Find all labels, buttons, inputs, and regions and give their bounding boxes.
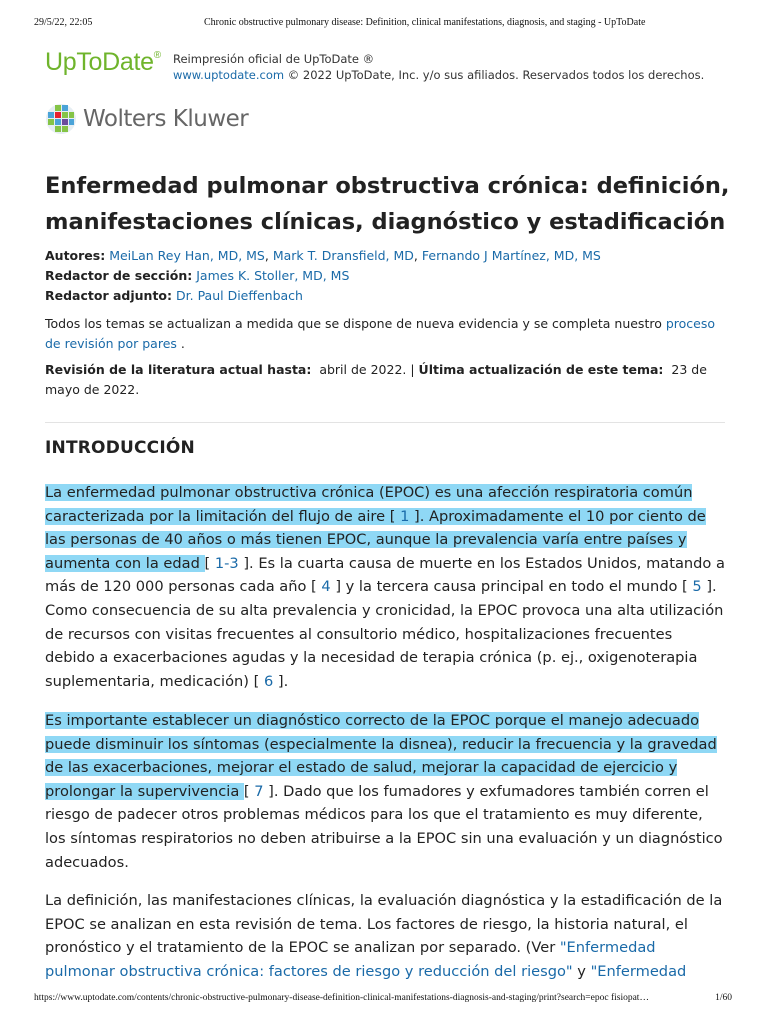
reference-link[interactable]: 4 [321,578,331,596]
wolters-kluwer-logo [45,102,248,136]
peer-review-link[interactable]: proceso de revisión por pares [45,316,715,351]
reference-link[interactable]: 1-3 [214,554,239,572]
section-editor-row [45,266,735,286]
author-link[interactable]: Fernando J Martínez, MD, MS [421,248,601,263]
deputy-editor-link[interactable]: Dr. Paul Dieffenbach [176,288,303,303]
update-note [45,314,725,354]
authors-row: Autores: MeiLan Rey Han, MD, MS, Mark T. Dransfield, MD, Fernando J Martínez, MD, MS [45,248,601,263]
text-run: ]. Dado que los fumadores y exfumadores también corren el riesgo de padecer otros problemas médicos para los que el tratamiento es muy diferente, los síntomas respiratorios no deben atribuirse a la EPOC sin una evaluación y un diagnóstico adecuados. [45,782,723,871]
article-meta [45,246,735,306]
topic-link[interactable]: "Enfermedad [590,962,687,980]
deputy-editor-row [45,286,735,306]
revision-separator: | [406,362,419,377]
topic-link[interactable]: "Enfermedad pulmonar obstructiva crónica: factores de riesgo y reducción del riesgo" [45,939,656,980]
text-run: ]. Es la cuarta causa de muerte en los Estados Unidos, matando a más de 120 000 personas cada año [ [45,554,725,596]
reprint-line: Reimpresión oficial de UpToDate ® [173,52,375,66]
wolters-kluwer-globe-icon [45,103,77,135]
last-updated-date: 23 de mayo de 2022. [45,362,707,397]
reprint-notice [173,51,704,83]
text-run: La definición, las manifestaciones clínicas, la evaluación diagnóstica y la estadificación de la EPOC se analizan en esta revisión de tema. Los factores de riesgo, la historia natural, el pronóstico y el tratamiento de la EPOC se analizan por separado. (Ver [45,892,723,957]
text-run: y [572,962,591,980]
author-link[interactable]: MeiLan Rey Han, MD, MS [109,248,265,263]
update-note-end: . [176,336,185,351]
text-run: [ [204,554,215,572]
article-title: Enfermedad pulmonar obstructiva crónica: definición, manifestaciones clínicas, diagnóstico y estadificación [45,173,730,235]
section-divider [45,422,725,423]
text-run: ]. Como consecuencia de su alta prevalencia y cronicidad, la EPOC provoca una alta utilización de recursos con visitas frecuentes al consultorio médico, hospitalizaciones frecuentes debido a exacerbaciones agudas y la necesidad de terapia crónica (p. ej., oxigenoterapia suplementaria, medicación) [ [45,578,724,690]
page-number: 1/60 [715,993,732,1003]
intro-paragraph [45,709,725,874]
wolters-kluwer-wordmark: Wolters Kluwer [83,106,249,132]
lit-review-date: abril de 2022. [319,362,407,377]
authors-label: Autores: [45,248,106,263]
reference-link[interactable]: 5 [692,578,702,596]
text-run: ] y la tercera causa principal en todo el mundo [ [330,578,693,596]
print-url: https://www.uptodate.com/contents/chronic-obstructive-pulmonary-disease-definition-clinical-manifestations-diagnosis-and-staging/print?search=epoc fisiopat… [34,993,649,1003]
section-editor-link[interactable]: James K. Stoller, MD, MS [196,268,350,283]
introduction-heading: INTRODUCCIÓN [45,438,195,458]
author-link[interactable]: Mark T. Dransfield, MD [272,248,414,263]
lit-review-label: Revisión de la literatura actual hasta: [45,362,312,377]
reference-link[interactable]: 7 [254,782,264,800]
uptodate-logo-text: UpToDate [45,48,154,76]
copyright-line [173,67,704,83]
update-note-text: Todos los temas se actualizan a medida que se dispone de nueva evidencia y se completa nuestro [45,316,666,331]
section-editor-label: Redactor de sección: [45,268,193,283]
deputy-editor-label: Redactor adjunto: [45,288,173,303]
highlighted-text: Es importante establecer un diagnóstico correcto de la EPOC porque el manejo adecuado puede disminuir los síntomas (especialmente la disnea), reducir la frecuencia y la gravedad de las exacerbaciones, mejorar el estado de salud, mejorar la capacidad de ejercicio y prolongar la supervivencia [45,712,717,800]
text-run: [ [243,782,255,800]
text-run: ]. [273,672,289,690]
registered-mark: ® [153,50,161,61]
text-run: ]. Aproximadamente el 10 por ciento de las personas de 40 años o más tienen EPOC, aunque la prevalencia varía entre países y aumenta con la edad [45,507,706,572]
print-timestamp: 29/5/22, 22:05 [34,17,93,28]
intro-paragraph [45,481,725,693]
revision-info [45,360,725,400]
copyright-text: © 2022 UpToDate, Inc. y/o sus afiliados. Reservados todos los derechos. [284,68,705,82]
print-page-title: Chronic obstructive pulmonary disease: Definition, clinical manifestations, diagnosis, and staging - UpToDate [204,17,646,28]
intro-paragraph [45,889,725,983]
reference-link[interactable]: 6 [263,672,274,690]
text-run: La enfermedad pulmonar obstructiva crónica (EPOC) es una afección respiratoria común caracterizada por la limitación del flujo de aire [ [45,484,693,525]
uptodate-logo[interactable] [45,48,161,77]
last-updated-label: Última actualización de este tema: [418,362,664,377]
reference-link[interactable]: 1 [400,507,410,525]
uptodate-site-link[interactable]: www.uptodate.com [173,68,285,82]
